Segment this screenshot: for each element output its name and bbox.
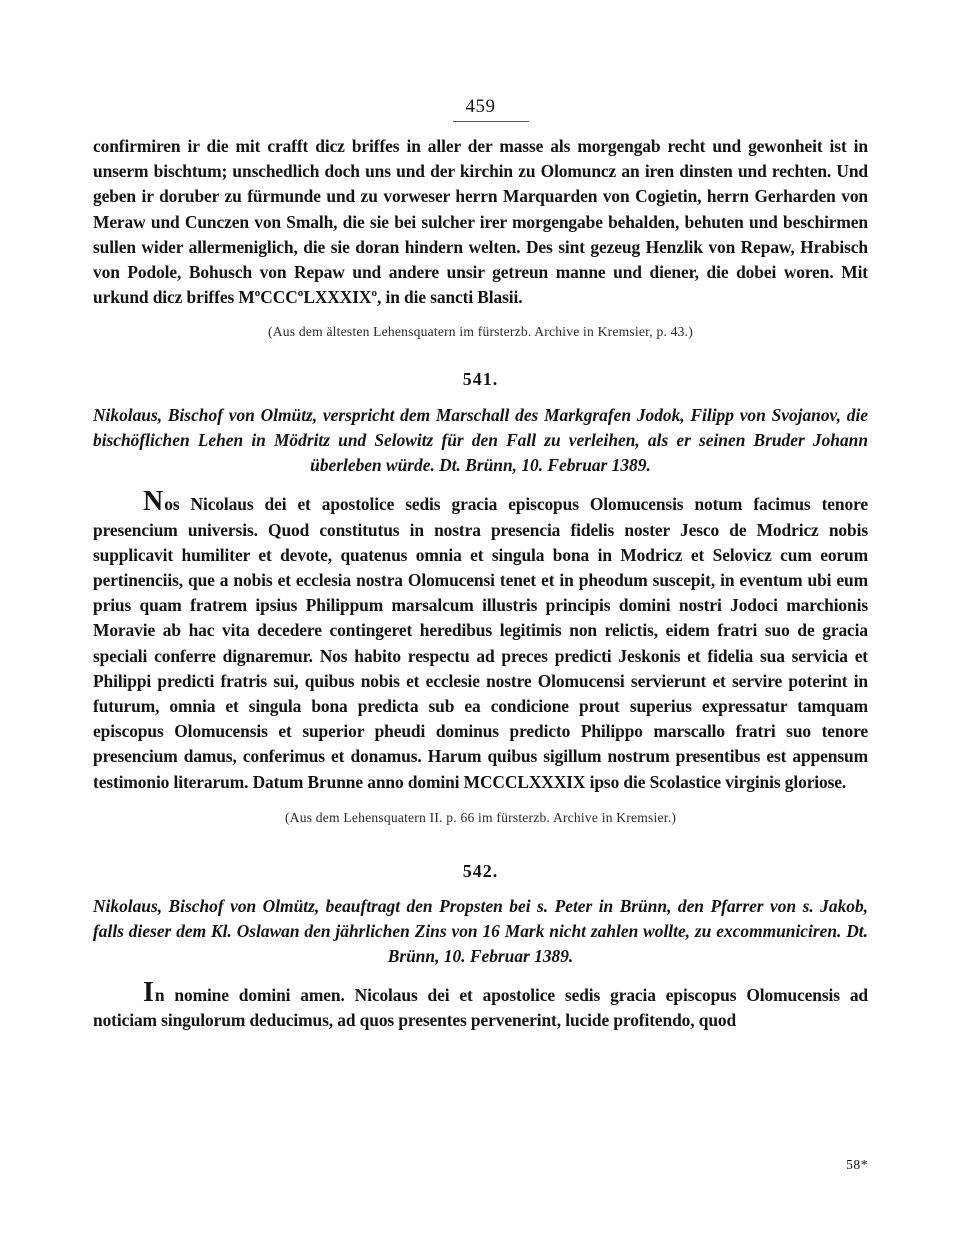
continuation-source: (Aus dem ältesten Lehensquatern im fürsterzb. Archive in Kremsier, p. 43.) — [268, 324, 693, 340]
source-541: (Aus dem Lehensquatern II. p. 66 im fürsterzb. Archive in Kremsier.) — [284, 809, 677, 825]
document-number-541: 541. — [462, 369, 499, 390]
document-page — [93, 96, 868, 1033]
page-number: 459 — [465, 96, 496, 117]
continuation-text: confirmiren ir die mit crafft dicz briffes in aller der masse als morgengab recht und gewonheit ist in unserm bischtum; unschedlich doch uns und der kirchin zu Olomuncz an iren dinsten und rechten. Und geben ir doruber zu fürmunde und zu vorweser herrn Marquarden von Cogietin, herrn Gerharden von Meraw und Cunczen von Smalh, die sie bei sulcher irer morgengabe behalden, behuten und beschirmen sullen wider allermeniglich, die sie doran hindern welten. Des sint gezeug Henzlik von Repaw, Hrabisch von Podole, Bohusch von Repaw und andere unsir getreun manne und diener, die dobei woren. Mit urkund dicz briffes MºCCCºLXXXIXº, in die sancti Blasii. — [93, 136, 868, 308]
document-number-542: 542. — [462, 860, 499, 881]
body-542 — [93, 976, 868, 1033]
body-541 — [93, 486, 868, 794]
regest-542: Nikolaus, Bischof von Olmütz, beauftragt den Propsten bei s. Peter in Brünn, den Pfarrer von s. Jakob, falls dieser dem Kl. Oslawan den jährlichen Zins von 16 Mark nicht zahlen wollte, zu excommuniciren. Dt. Brünn, 10. Februar 1389. — [93, 895, 868, 966]
page-number-rule — [453, 121, 529, 122]
regest-541: Nikolaus, Bischof von Olmütz, verspricht dem Marschall des Markgrafen Jodok, Filipp von Svojanov, die bischöflichen Lehen in Mödritz und Selowitz für den Fall zu verleihen, als er seinen Bruder Johann überleben würde. Dt. Brünn, 10. Februar 1389. — [93, 405, 868, 476]
initial-letter-541: N — [143, 486, 165, 518]
body-text-541: os Nicolaus dei et apostolice sedis gracia episcopus Olomucensis notum facimus tenore presencium universis. Quod constitutus in nostra presencia fidelis noster Jesco de Modricz nobis supplicavit humiliter et devote, quatenus omnia et singula bona in Modricz et Selovicz cum eorum pertinenciis, que a nobis et ecclesia nostra Olomucensi tenet et in pheodum suscepit, in eventum ubi eum prius quam fratrem ipsius Philippum marsalcum illustris principis domini nostri Jodoci marchionis Moravie ab hac vita decedere contingeret heredibus legitimis non relictis, eidem fratri suo de gracia speciali conferre dignaremur. Nos habito respectu ad preces predicti Jeskonis et fidelia sua servicia et Philippi predicti fratris sui, quibus nobis et ecclesie nostre Olomucensi servierunt et servire poterint in futurum, omnia et singula bona predicta sub ea condicione prout superius expressatur tamquam episcopus Olomucensis et superior pheudi dominus predicto Philippo marscallo fratri suo tenore presencium damus, conferimus et donamus. Harum quibus sigillum nostrum presentibus est appensum testimonio literarum. Datum Brunne anno domini MCCCLXXXIX ipso die Scolastice virginis gloriose. — [93, 494, 868, 792]
body-text-542: n nomine domini amen. Nicolaus dei et apostolice sedis gracia episcopus Olomucensis ad noticiam singulorum deducimus, ad quos presentes pervenerint, lucide profitendo, quod — [93, 984, 868, 1031]
sheet-signature: 58* — [846, 1157, 868, 1172]
initial-letter-542: I — [143, 976, 155, 1008]
